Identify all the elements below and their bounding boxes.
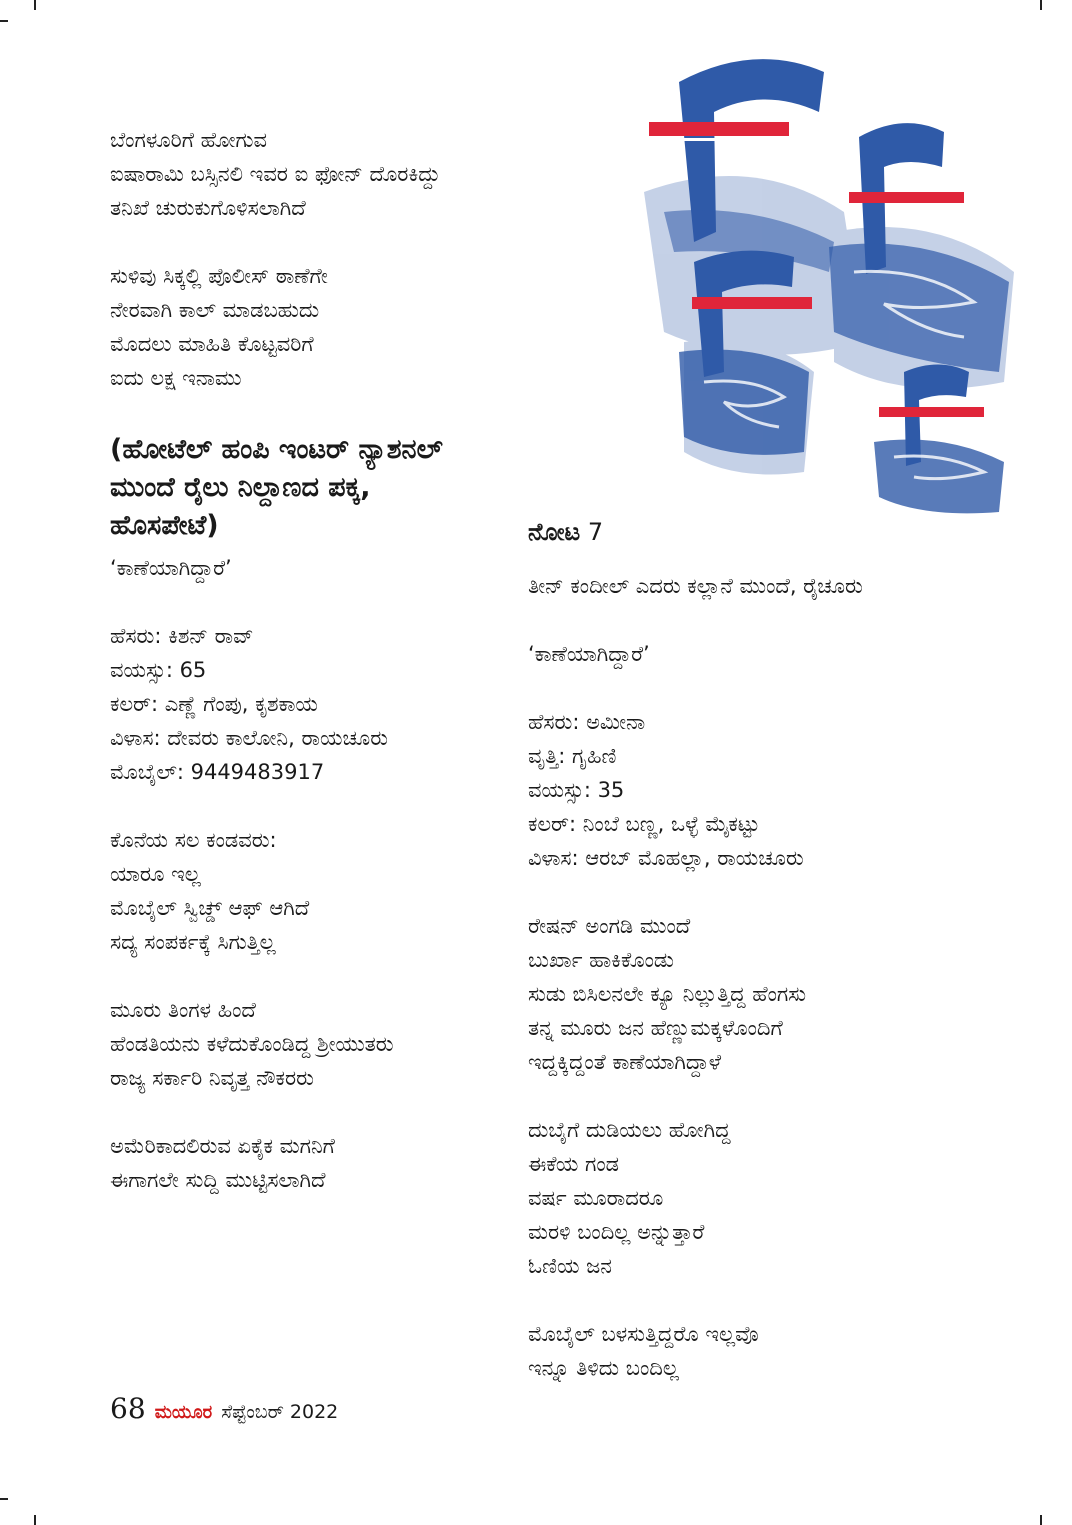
- poem-line: ಮೊದಲು ಮಾಹಿತಿ ಕೊಟ್ಟವರಿಗೆ: [110, 332, 314, 356]
- missing-notice-right: [528, 569, 1008, 1385]
- poem-line: ಮೊಬೈಲ್: 9449483917: [110, 760, 325, 784]
- crop-mark-top-left: [34, 0, 36, 10]
- note-title: ನೋಟ: [528, 518, 581, 546]
- poem-line: ಸುಡು ಬಿಸಿಲನಲೇ ಕ್ಯೂ ನಿಲ್ಲುತ್ತಿದ್ದ ಹೆಂಗಸು: [528, 982, 807, 1006]
- crop-mark-left-bottom: [0, 1498, 8, 1500]
- poem-line: ತನ್ನ ಮೂರು ಜನ ಹೆಣ್ಣುಮಕ್ಕಳೊಂದಿಗೆ: [528, 1016, 783, 1040]
- poem-line: ‘ಕಾಣೆಯಾಗಿದ್ದಾರೆ’: [110, 556, 232, 580]
- poem-line: ಮರಳಿ ಬಂದಿಲ್ಲ ಅನ್ನುತ್ತಾರೆ: [528, 1220, 705, 1244]
- poem-line: ರಾಜ್ಯ ಸರ್ಕಾರಿ ನಿವೃತ್ತ ನೌಕರರು: [110, 1066, 314, 1090]
- right-column: [528, 515, 1008, 1385]
- poem-line: ಕಲರ್: ಎಣ್ಣೆ ಗೆಂಪು, ಕೃಶಕಾಯ: [110, 692, 318, 716]
- poem-line: ವೃತ್ತಿ: ಗೃಹಿಣಿ: [528, 744, 617, 768]
- poem-line: ರೇಷನ್ ಅಂಗಡಿ ಮುಂದೆ: [528, 914, 691, 938]
- crop-mark-bottom-right: [1040, 1515, 1042, 1525]
- stanza-gap: [528, 603, 1008, 637]
- poem-line: ವಿಳಾಸ: ದೇವರು ಕಾಲೋನಿ, ರಾಯಚೂರು: [110, 726, 388, 750]
- poem-line: ಇನ್ನೂ ತಿಳಿದು ಬಂದಿಲ್ಲ: [528, 1356, 679, 1380]
- poem-line: ಮೊಬೈಲ್ ಸ್ವಿಚ್ಡ್ ಆಫ್ ಆಗಿದೆ: [110, 896, 310, 920]
- stanza-gap: [110, 585, 580, 619]
- poem-line: ಹೆಂಡತಿಯನು ಕಳೆದುಕೊಂಡಿದ್ದ ಶ್ರೀಯುತರು: [110, 1032, 394, 1056]
- issue-date: ಸೆಪ್ಟೆಂಬರ್ 2022: [221, 1401, 339, 1423]
- crop-mark-left-top: [0, 20, 8, 22]
- poem-line: ವಯಸ್ಸು: 35: [528, 778, 625, 802]
- poem-line: ತೀನ್ ಕಂದೀಲ್ ಎದರು ಕಲ್ಲಾನೆ ಮುಂದೆ, ರೈಚೂರು: [528, 574, 863, 598]
- poem-line: ಈಕೆಯ ಗಂಡ: [528, 1152, 620, 1176]
- poem-line: ಹೆಸರು: ಅಮೀನಾ: [528, 710, 646, 734]
- poem-line: ಅಮೆರಿಕಾದಲಿರುವ ಏಕೈಕ ಮಗನಿಗೆ: [110, 1134, 335, 1158]
- missing-notice-left: [110, 551, 580, 1197]
- poem-line: ಓಣಿಯ ಜನ: [528, 1254, 612, 1278]
- crop-mark-top-right: [1040, 0, 1042, 10]
- poem-line: ವಿಳಾಸ: ಆರಬ್ ಮೊಹಲ್ಲಾ, ರಾಯಚೂರು: [528, 846, 804, 870]
- poem-line: ಯಾರೂ ಇಲ್ಲ: [110, 862, 201, 886]
- poem-line: ಬೆಂಗಳೂರಿಗೆ ಹೋಗುವ: [110, 128, 267, 152]
- stanza-gap: [110, 959, 580, 993]
- poem-line: ತನಿಖೆ ಚುರುಕುಗೊಳಿಸಲಾಗಿದೆ: [110, 196, 306, 220]
- poem-line: ‘ಕಾಣೆಯಾಗಿದ್ದಾರೆ’: [528, 642, 650, 666]
- poem-line: ಬುರ್ಖಾ ಹಾಕಿಕೊಂಡು: [528, 948, 674, 972]
- chair-large: [664, 59, 834, 272]
- stanza-gap: [110, 789, 580, 823]
- magazine-logo: ಮಯೂರ: [154, 1402, 213, 1423]
- page-footer: [110, 1392, 338, 1425]
- poem-line: ವಯಸ್ಸು: 65: [110, 658, 207, 682]
- poem-line: ಸದ್ಯ ಸಂಪರ್ಕಕ್ಕೆ ಸಿಗುತ್ತಿಲ್ಲ: [110, 930, 276, 954]
- poem-top: [110, 123, 580, 395]
- poem-line: ಐಷಾರಾಮಿ ಬಸ್ಸಿನಲಿ ಇವರ ಐ ಫೋನ್ ದೊರಕಿದ್ದು: [110, 162, 441, 186]
- stanza-gap: [528, 1283, 1008, 1317]
- poem-line: ಕೊನೆಯ ಸಲ ಕಂಡವರು:: [110, 828, 277, 852]
- stanza-gap: [528, 671, 1008, 705]
- poem-line: ಸುಳಿವು ಸಿಕ್ಕಲ್ಲಿ ಪೊಲೀಸ್ ಠಾಣೆಗೇ: [110, 264, 328, 288]
- poem-line: ಮೂರು ತಿಂಗಳ ಹಿಂದೆ: [110, 998, 256, 1022]
- blue-chairs-illustration: [604, 42, 1024, 520]
- poem-line: ಈಗಾಗಲೇ ಸುದ್ದಿ ಮುಟ್ಟಿಸಲಾಗಿದೆ: [110, 1168, 326, 1192]
- stanza-gap: [110, 225, 580, 259]
- poem-line: ಹೆಸರು: ಕಿಶನ್ ರಾವ್: [110, 624, 254, 648]
- poem-line: ಇದ್ದಕ್ಕಿದ್ದಂತೆ ಕಾಣೆಯಾಗಿದ್ದಾಳೆ: [528, 1050, 722, 1074]
- page-number: 68: [110, 1392, 146, 1425]
- poem-line: ನೇರವಾಗಿ ಕಾಲ್ ಮಾಡಬಹುದು: [110, 298, 320, 322]
- crop-mark-bottom-left: [34, 1515, 36, 1525]
- stanza-gap: [110, 1095, 580, 1129]
- location-heading: [110, 431, 580, 545]
- stanza-gap: [528, 875, 1008, 909]
- poem-line: ಮೊಬೈಲ್ ಬಳಸುತ್ತಿದ್ದರೊ ಇಲ್ಲವೊ: [528, 1322, 759, 1346]
- note-heading: [528, 515, 1008, 549]
- note-number: 7: [587, 518, 604, 546]
- poem-line: ವರ್ಷ ಮೂರಾದರೂ: [528, 1186, 664, 1210]
- heading-line: (ಹೋಟೆಲ್ ಹಂಪಿ ಇಂಟರ್ ನ್ಯಾಶನಲ್: [110, 434, 443, 465]
- poem-line: ದುಬೈಗೆ ದುಡಿಯಲು ಹೋಗಿದ್ದ: [528, 1118, 731, 1142]
- stanza-gap: [528, 1079, 1008, 1113]
- poem-line: ಐದು ಲಕ್ಷ ಇನಾಮು: [110, 366, 242, 390]
- left-column: [110, 123, 580, 1197]
- chair-small: [874, 365, 1004, 514]
- heading-line: ಮುಂದೆ ರೈಲು ನಿಲ್ದಾಣದ ಪಕ್ಕ,: [110, 472, 371, 503]
- poem-line: ಕಲರ್: ನಿಂಬೆ ಬಣ್ಣ, ಒಳ್ಳೆ ಮೈಕಟ್ಟು: [528, 812, 760, 836]
- heading-line: ಹೊಸಪೇಟೆ): [110, 510, 219, 541]
